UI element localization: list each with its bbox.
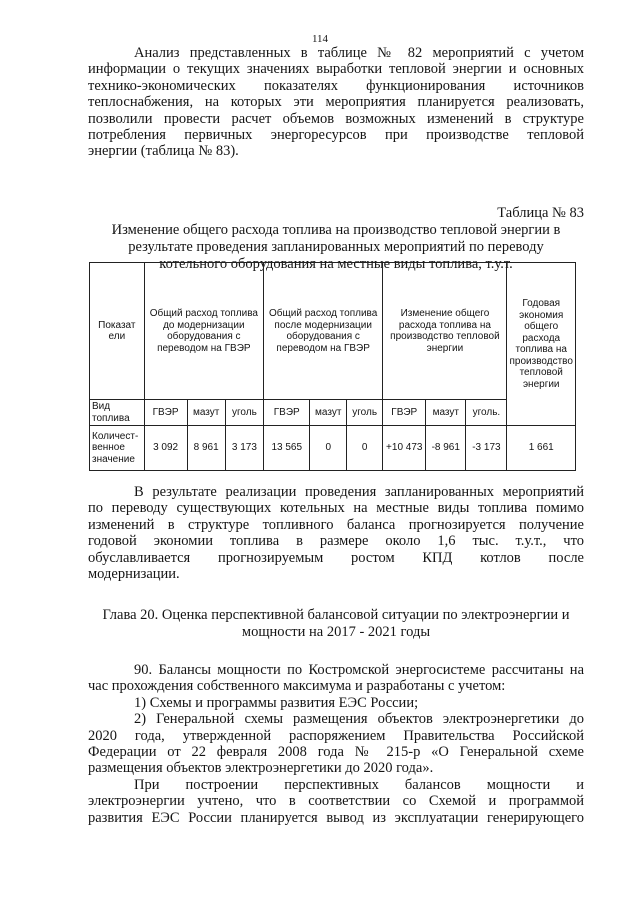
result-paragraph <box>88 484 584 582</box>
table-title-line: Изменение общего расхода топлива на производство тепловой энергии в <box>111 222 561 238</box>
list-item-2-line: 2) Генеральной схемы размещения объектов электроэнергетики до <box>134 711 584 728</box>
text-line: Анализ представленных в таблице № 82 мероприятий с учетом <box>134 45 584 61</box>
quantity-cell: -3 173 <box>466 426 507 471</box>
text-line: по переводу существующих котельных на местные виды топлива помимо <box>88 500 584 517</box>
table-header-row <box>90 263 576 400</box>
chapter-title-line: мощности на 2017 - 2021 годы <box>241 624 431 640</box>
fuel-type-cell: ГВЭР <box>383 400 426 426</box>
list-item-2-line: размещения объектов электроэнергетики до 2020 года». <box>88 760 434 777</box>
text-line: теплоснабжения, на которых эти мероприятия планируется реализовать, <box>88 94 584 111</box>
list-item-1: 1) Схемы и программы развития ЕЭС России; <box>134 694 419 711</box>
quantity-cell: 0 <box>310 426 347 471</box>
text-line: изменений в структуре топливного баланса прогнозируется получение <box>88 516 584 533</box>
header-total-before: Общий расход топлива до модернизации оборудования с переводом на ГВЭР <box>144 263 263 400</box>
header-change: Изменение общего расхода топлива на производство тепловой энергии <box>383 263 507 400</box>
quantity-cell: 3 092 <box>144 426 187 471</box>
header-annual-savings: Годовая экономия общего расхода топлива на производство тепловой энергии <box>507 263 576 426</box>
text-line: обуславливается прогнозируемым ростом КПД котлов после <box>88 549 584 566</box>
list-item-2-line: Федерации от 22 февраля 2008 года № 215-р «О Генеральной схеме <box>88 744 584 761</box>
quantity-cell: 3 173 <box>225 426 263 471</box>
page-number: 114 <box>311 33 329 45</box>
fuel-type-cell: уголь. <box>466 400 507 426</box>
fuel-type-label: Вид топлива <box>90 400 145 426</box>
chapter-title <box>88 607 584 641</box>
text-line: позволили провести расчет объемов возможных изменений в структуре <box>88 110 584 127</box>
quantity-cell: 8 961 <box>187 426 225 471</box>
quantity-row <box>90 426 576 471</box>
fuel-type-row <box>90 400 576 426</box>
table-title-line: результате проведения запланированных мероприятий по переводу <box>128 239 544 255</box>
text-line: модернизации. <box>88 566 180 583</box>
text-line: потребления первичных энергоресурсов при производстве тепловой <box>88 127 584 144</box>
section-90 <box>88 662 584 826</box>
text-line: При построении перспективных балансов мощности и <box>134 776 584 793</box>
fuel-type-cell: уголь <box>346 400 382 426</box>
text-line: электроэнергии учтено, что в соответствии со Схемой и программой <box>88 793 584 810</box>
text-line: 90. Балансы мощности по Костромской энергосистеме рассчитаны на <box>134 662 584 678</box>
annual-savings-value: 1 661 <box>507 426 576 471</box>
intro-paragraph <box>88 45 584 160</box>
quantity-cell: 0 <box>346 426 382 471</box>
quantity-cell: +10 473 <box>383 426 426 471</box>
fuel-type-cell: мазут <box>187 400 225 426</box>
fuel-type-cell: ГВЭР <box>264 400 310 426</box>
fuel-type-cell: уголь <box>225 400 263 426</box>
fuel-type-cell: ГВЭР <box>144 400 187 426</box>
text-line: технико-экономических показателях функционирования источников <box>88 77 584 94</box>
fuel-type-cell: мазут <box>426 400 466 426</box>
header-indicator: Показат ели <box>90 263 145 400</box>
quantity-cell: -8 961 <box>426 426 466 471</box>
table-title-line: котельного оборудования на местные виды топлива, т.у.т. <box>159 256 513 272</box>
text-line: час прохождения собственного максимума и разработаны с учетом: <box>88 678 506 695</box>
table-label: Таблица № 83 <box>497 205 584 221</box>
text-line: годовой экономии топлива в размере около 1,6 тыс. т.у.т., что <box>88 533 584 550</box>
quantity-label: Количест-венное значение <box>90 426 145 471</box>
text-line: информации о текущих значениях выработки тепловой энергии и основных <box>88 61 584 78</box>
header-total-after: Общий расход топлива после модернизации оборудования с переводом на ГВЭР <box>264 263 383 400</box>
fuel-type-cell: мазут <box>310 400 347 426</box>
text-line: В результате реализации проведения запланированных мероприятий <box>134 484 584 500</box>
quantity-cell: 13 565 <box>264 426 310 471</box>
text-line: энергии (таблица № 83). <box>88 143 239 160</box>
list-item-2-line: 2020 года, утвержденной распоряжением Правительства Российской <box>88 727 584 744</box>
chapter-title-line: Глава 20. Оценка перспективной балансовой ситуации по электроэнергии и <box>102 607 570 623</box>
fuel-consumption-table <box>89 262 576 471</box>
text-line: развития ЕЭС России планируется вывод из эксплуатации генерирующего <box>88 809 584 826</box>
